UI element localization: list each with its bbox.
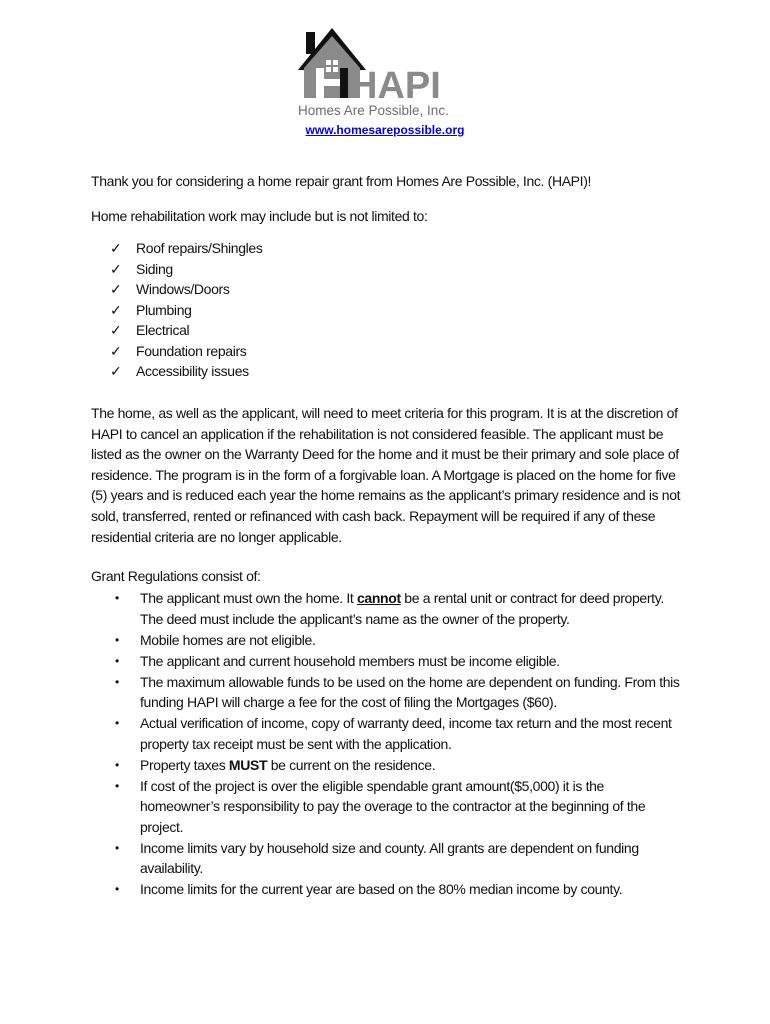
work-checklist — [110, 238, 263, 382]
regulation-item: • The applicant must own the home. It cannot be a rental unit or contract for deed property. The deed must include the applicant’s name as the owner of the property. — [115, 590, 664, 627]
check-icon: ✓ — [110, 342, 122, 359]
regulation-item: • Income limits vary by household size and county. All grants are dependent on funding availability. — [115, 839, 639, 876]
bullet-icon: • — [115, 778, 119, 793]
check-icon: ✓ — [110, 322, 122, 338]
intro-text: Thank you for considering a home repair grant from Homes Are Possible, Inc. (HAPI)! — [91, 173, 592, 189]
regulation-item: • Income limits for the current year are based on the 80% median income by county. — [115, 879, 685, 900]
checklist-item: ✓ Siding — [110, 259, 263, 280]
checklist-item: ✓ Windows/Doors — [110, 279, 263, 300]
regulation-item: • The applicant and current household members must be income eligible. — [115, 651, 685, 672]
regulation-item: • Mobile homes are not eligible. — [115, 630, 685, 651]
bullet-icon: • — [115, 757, 119, 772]
bullet-icon: • — [115, 632, 119, 647]
regulation-item: • If cost of the project is over the eligible spendable grant amount($5,000) it is the homeowner’s responsibility to pay the overage to the contractor at the beginning of the project. — [115, 777, 646, 835]
check-icon: ✓ — [110, 301, 122, 318]
regulations-heading: Grant Regulations consist of: — [91, 568, 261, 584]
check-icon: ✓ — [110, 260, 122, 277]
regulation-item: • Property taxes MUST be current on the residence. — [115, 755, 685, 776]
check-icon: ✓ — [110, 281, 122, 297]
checklist-item: ✓ Accessibility issues — [110, 361, 263, 382]
check-icon: ✓ — [110, 363, 122, 379]
bullet-icon: • — [115, 591, 119, 605]
regulations-list — [115, 588, 685, 900]
bullet-icon: • — [115, 840, 119, 855]
logo-wordmark: HAPI — [350, 65, 441, 107]
checklist-item: ✓ Foundation repairs — [110, 341, 263, 362]
work-intro-text: Home rehabilitation work may include but is not limited to: — [91, 208, 428, 224]
bullet-icon: • — [115, 716, 119, 730]
hapi-logo — [296, 22, 476, 122]
regulation-item: • Actual verification of income, copy of warranty deed, income tax return and the most recent property tax receipt must be sent with the application. — [115, 715, 672, 752]
check-icon: ✓ — [110, 240, 122, 256]
regulation-item: • The maximum allowable funds to be used on the home are dependent on funding. From this funding HAPI will charge a fee for the cost of filing the Mortgages ($60). — [115, 673, 680, 710]
bullet-icon: • — [115, 674, 119, 689]
bullet-icon: • — [115, 653, 119, 668]
website-link[interactable]: www.homesarepossible.org — [305, 123, 465, 137]
checklist-item: ✓ Electrical — [110, 320, 263, 341]
criteria-paragraph: The home, as well as the applicant, will need to meet criteria for this program. It is at the discretion of HAPI to cancel an application if the rehabilitation is not considered feasible. The applicant must be listed as the owner on the Warranty Deed for the home and it must be their primary and sole place of residence. The program is in the form of a forgivable loan. A Mortgage is placed on the home for five (5) years and is reduced each year the home remains as the applicant’s primary residence and is not sold, transferred, rented or refinanced with cash back. Repayment will be required if any of these residential criteria are no longer applicable. — [91, 405, 681, 545]
checklist-item: ✓ Roof repairs/Shingles — [110, 238, 263, 259]
logo-tagline: Homes Are Possible, Inc. — [298, 103, 449, 118]
bullet-icon: • — [115, 882, 119, 896]
checklist-item: ✓ Plumbing — [110, 300, 263, 321]
